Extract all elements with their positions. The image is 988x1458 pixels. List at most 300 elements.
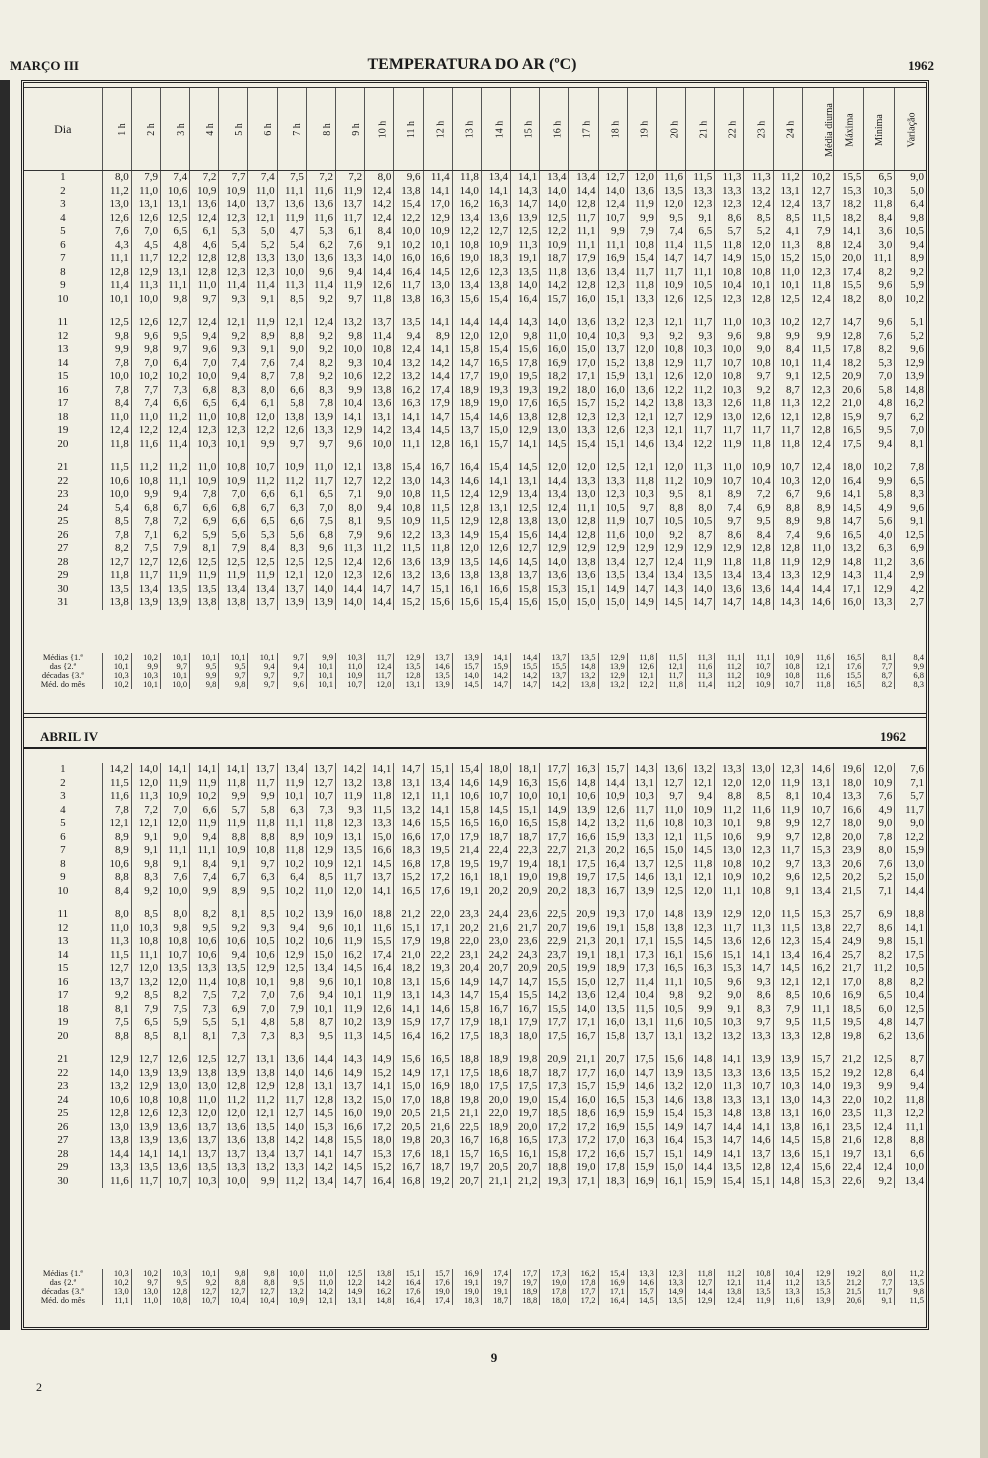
value-cell: 10,0	[190, 370, 219, 384]
day-cell: 27	[57, 1134, 69, 1147]
value-cell: 10,3	[627, 488, 656, 502]
value-cell: 13,6	[744, 583, 773, 597]
value-cell: 14,4	[686, 1161, 715, 1175]
value-cell: 14,7	[481, 976, 510, 990]
value-cell: 14,0	[802, 1080, 833, 1094]
value-cell: 19,3	[481, 384, 510, 398]
average-cell: 12,2	[336, 1278, 365, 1287]
value-cell: 13,3	[598, 475, 627, 489]
value-cell: 17,5	[569, 858, 598, 872]
table-row	[24, 411, 926, 425]
day-cell: 24	[57, 501, 69, 514]
value-cell: 14,3	[627, 763, 656, 777]
table-row	[24, 858, 926, 872]
value-cell: 9,6	[336, 438, 365, 452]
value-cell: 9,6	[715, 330, 744, 344]
value-cell: 19,0	[511, 871, 540, 885]
value-cell: 18,8	[895, 908, 926, 922]
value-cell: 15,4	[394, 461, 423, 475]
value-cell: 12,4	[540, 502, 569, 516]
average-label: das {2.ª	[49, 1277, 76, 1287]
april-header	[24, 729, 926, 749]
value-cell: 12,7	[306, 777, 335, 791]
value-cell: 11,8	[686, 858, 715, 872]
value-cell: 15,3	[802, 1175, 833, 1189]
value-cell: 12,5	[540, 212, 569, 226]
value-cell: 12,8	[102, 266, 131, 280]
value-cell: 19,8	[452, 1094, 481, 1108]
average-cell: 12,7	[219, 1287, 248, 1296]
average-cell: 17,7	[511, 1269, 540, 1278]
value-cell: 12,9	[248, 962, 277, 976]
value-cell: 4,9	[864, 804, 895, 818]
average-cell: 21,2	[833, 1278, 864, 1287]
value-cell: 9,6	[306, 542, 335, 556]
value-cell: 15,7	[481, 438, 510, 452]
value-cell: 5,9	[160, 1016, 189, 1030]
table-row	[24, 556, 926, 570]
value-cell: 13,9	[569, 804, 598, 818]
table-row	[24, 1067, 926, 1081]
value-cell: 12,1	[773, 411, 802, 425]
value-cell: 12,9	[656, 542, 685, 556]
value-cell: 8,3	[219, 384, 248, 398]
value-cell: 7,0	[190, 357, 219, 371]
value-cell: 13,8	[248, 1134, 277, 1148]
value-cell: 12,1	[802, 976, 833, 990]
table-row	[24, 777, 926, 791]
value-cell: 20,7	[598, 1053, 627, 1067]
day-cell: 25	[57, 515, 69, 528]
value-cell: 6,4	[895, 1067, 926, 1081]
value-cell: 6,9	[895, 542, 926, 556]
value-cell: 13,9	[306, 596, 335, 610]
value-cell: 9,7	[248, 858, 277, 872]
value-cell: 13,9	[277, 596, 306, 610]
table-row	[24, 397, 926, 411]
value-cell: 12,3	[336, 569, 365, 583]
value-cell: 8,1	[895, 438, 926, 452]
value-cell: 9,6	[715, 976, 744, 990]
value-cell: 21,2	[833, 1053, 864, 1067]
value-cell: 14,1	[423, 316, 452, 330]
value-cell: 23,1	[452, 949, 481, 963]
value-cell: 11,2	[656, 475, 685, 489]
value-cell: 5,9	[895, 279, 926, 293]
value-cell: 6,5	[190, 397, 219, 411]
value-cell: 13,6	[569, 569, 598, 583]
value-cell: 8,5	[248, 908, 277, 922]
value-cell: 13,2	[102, 1080, 131, 1094]
value-cell: 10,9	[219, 844, 248, 858]
value-cell: 14,6	[744, 1134, 773, 1148]
value-cell: 12,1	[219, 316, 248, 330]
value-cell: 13,6	[306, 252, 335, 266]
value-cell: 12,0	[306, 569, 335, 583]
value-cell: 15,1	[511, 804, 540, 818]
average-cell: 9,5	[190, 662, 219, 671]
average-cell: 10,2	[102, 1278, 131, 1287]
value-cell: 12,4	[598, 198, 627, 212]
value-cell: 8,2	[190, 908, 219, 922]
average-cell: 11,9	[744, 1296, 773, 1305]
value-cell: 8,8	[248, 831, 277, 845]
average-cell: 15,1	[394, 1269, 423, 1278]
value-cell: 12,9	[540, 542, 569, 556]
value-cell: 9,1	[219, 858, 248, 872]
value-cell: 9,8	[802, 515, 833, 529]
value-cell: 14,9	[365, 1053, 394, 1067]
col-stat-3-label: Mínima	[874, 114, 886, 146]
value-cell: 12,9	[656, 357, 685, 371]
value-cell: 7,4	[656, 225, 685, 239]
value-cell: 5,8	[277, 397, 306, 411]
value-cell: 12,4	[336, 556, 365, 570]
value-cell: 7,0	[306, 502, 335, 516]
average-cell: 14,5	[627, 1296, 656, 1305]
value-cell: 6,1	[336, 225, 365, 239]
average-cell: 10,1	[131, 680, 160, 689]
average-cell: 10,3	[131, 671, 160, 680]
value-cell: 9,5	[864, 424, 895, 438]
value-cell: 13,5	[715, 1161, 744, 1175]
value-cell: 16,7	[511, 1003, 540, 1017]
value-cell: 8,1	[219, 908, 248, 922]
value-cell: 11,1	[131, 949, 160, 963]
value-cell: 11,5	[773, 922, 802, 936]
value-cell: 11,7	[686, 424, 715, 438]
value-cell: 13,3	[365, 817, 394, 831]
col-hour-12-label: 12 h	[435, 120, 447, 139]
value-cell: 14,0	[540, 556, 569, 570]
average-cell: 13,5	[569, 653, 598, 662]
col-hour-14	[481, 88, 510, 170]
day-cell: 25	[57, 1107, 69, 1120]
value-cell: 12,3	[190, 424, 219, 438]
day-cell: 29	[57, 569, 69, 582]
value-cell: 12,0	[248, 411, 277, 425]
value-cell: 11,0	[190, 411, 219, 425]
value-cell: 14,9	[686, 1148, 715, 1162]
average-cell: 14,8	[365, 1296, 394, 1305]
value-cell: 10,6	[452, 790, 481, 804]
value-cell: 12,9	[802, 569, 833, 583]
value-cell: 17,2	[569, 1134, 598, 1148]
value-cell: 14,4	[481, 316, 510, 330]
value-cell: 17,5	[833, 438, 864, 452]
value-cell: 14,5	[511, 461, 540, 475]
value-cell: 11,7	[627, 266, 656, 280]
value-cell: 12,0	[131, 962, 160, 976]
value-cell: 19,3	[540, 1175, 569, 1189]
value-cell: 11,9	[627, 198, 656, 212]
value-cell: 18,1	[511, 763, 540, 777]
value-cell: 14,5	[423, 424, 452, 438]
day-cell: 16	[57, 383, 69, 396]
value-cell: 11,3	[511, 239, 540, 253]
value-cell: 10,2	[277, 935, 306, 949]
value-cell: 16,4	[833, 475, 864, 489]
value-cell: 20,2	[833, 871, 864, 885]
value-cell: 10,2	[773, 316, 802, 330]
value-cell: 8,4	[773, 343, 802, 357]
value-cell: 20,5	[394, 1121, 423, 1135]
value-cell: 11,1	[569, 502, 598, 516]
value-cell: 17,2	[423, 871, 452, 885]
value-cell: 17,1	[569, 1016, 598, 1030]
value-cell: 14,0	[569, 1003, 598, 1017]
average-cell: 13,7	[540, 653, 569, 662]
value-cell: 15,2	[598, 397, 627, 411]
value-cell: 11,5	[394, 542, 423, 556]
value-cell: 12,3	[598, 488, 627, 502]
value-cell: 13,3	[336, 252, 365, 266]
col-hour-14-label: 14 h	[493, 120, 505, 139]
average-cell: 9,8	[219, 680, 248, 689]
col-hour-7-label: 7 h	[292, 123, 304, 136]
value-cell: 12,6	[365, 279, 394, 293]
value-cell: 7,8	[306, 397, 335, 411]
value-cell: 17,0	[598, 1134, 627, 1148]
value-cell: 10,3	[131, 922, 160, 936]
value-cell: 7,3	[190, 1003, 219, 1017]
value-cell: 7,8	[102, 804, 131, 818]
value-cell: 13,6	[627, 384, 656, 398]
average-cell: 13,9	[802, 1296, 833, 1305]
average-cell: 13,2	[569, 671, 598, 680]
value-cell: 12,4	[864, 1161, 895, 1175]
value-cell: 10,1	[336, 989, 365, 1003]
table-row	[24, 384, 926, 398]
value-cell: 13,0	[540, 515, 569, 529]
day-cell: 8	[60, 265, 66, 278]
value-cell: 13,3	[102, 1161, 131, 1175]
value-cell: 12,4	[190, 316, 219, 330]
col-hour-16	[540, 88, 569, 170]
value-cell: 9,6	[131, 330, 160, 344]
table-row	[24, 1175, 926, 1189]
value-cell: 15,9	[394, 1016, 423, 1030]
april-year: 1962	[880, 729, 906, 744]
average-cell: 9,7	[277, 653, 306, 662]
col-hour-5	[219, 88, 248, 170]
value-cell: 12,4	[802, 293, 833, 307]
value-cell: 16,0	[336, 1107, 365, 1121]
table-row	[24, 252, 926, 266]
value-cell: 15,6	[656, 1053, 685, 1067]
value-cell: 12,0	[656, 461, 685, 475]
value-cell: 7,0	[864, 370, 895, 384]
value-cell: 8,9	[102, 831, 131, 845]
value-cell: 14,5	[833, 502, 864, 516]
average-cell: 9,7	[219, 671, 248, 680]
value-cell: 15,4	[481, 989, 510, 1003]
value-cell: 13,3	[248, 252, 277, 266]
col-hour-12	[423, 88, 452, 170]
value-cell: 10,8	[715, 370, 744, 384]
value-cell: 10,7	[744, 1080, 773, 1094]
value-cell: 14,0	[131, 763, 160, 777]
value-cell: 7,3	[248, 1030, 277, 1044]
value-cell: 7,5	[190, 989, 219, 1003]
value-cell: 13,4	[656, 569, 685, 583]
value-cell: 14,7	[336, 1148, 365, 1162]
average-cell: 10,4	[773, 1269, 802, 1278]
day-cell: 28	[57, 1147, 69, 1160]
value-cell: 10,1	[540, 790, 569, 804]
value-cell: 13,4	[423, 777, 452, 791]
value-cell: 6,7	[160, 502, 189, 516]
value-cell: 13,6	[715, 935, 744, 949]
value-cell: 13,6	[306, 198, 335, 212]
value-cell: 16,9	[833, 989, 864, 1003]
average-cell: 10,7	[336, 680, 365, 689]
value-cell: 7,9	[160, 542, 189, 556]
table-row	[24, 198, 926, 212]
value-cell: 9,9	[864, 1080, 895, 1094]
value-cell: 13,2	[336, 1094, 365, 1108]
value-cell: 13,6	[744, 1067, 773, 1081]
value-cell: 13,1	[773, 185, 802, 199]
value-cell: 12,3	[773, 935, 802, 949]
value-cell: 12,9	[423, 212, 452, 226]
value-cell: 20,9	[540, 1053, 569, 1067]
value-cell: 11,4	[656, 239, 685, 253]
col-hour-2-label: 2 h	[146, 123, 158, 136]
value-cell: 10,6	[160, 185, 189, 199]
table-row	[24, 343, 926, 357]
table-row	[24, 583, 926, 597]
value-cell: 6,6	[248, 488, 277, 502]
value-cell: 12,4	[802, 438, 833, 452]
value-cell: 7,6	[102, 225, 131, 239]
value-cell: 11,5	[773, 908, 802, 922]
value-cell: 13,3	[715, 185, 744, 199]
value-cell: 11,1	[802, 1003, 833, 1017]
value-cell: 13,6	[540, 569, 569, 583]
value-cell: 18,2	[540, 370, 569, 384]
march-averages-table	[24, 653, 926, 689]
value-cell: 13,1	[365, 411, 394, 425]
col-hour-3	[160, 88, 189, 170]
value-cell: 13,2	[598, 817, 627, 831]
value-cell: 13,4	[131, 583, 160, 597]
value-cell: 9,8	[511, 330, 540, 344]
average-cell: 14,4	[686, 1287, 715, 1296]
value-cell: 16,5	[481, 1148, 510, 1162]
value-cell: 11,6	[365, 922, 394, 936]
value-cell: 10,7	[627, 515, 656, 529]
value-cell: 22,3	[511, 844, 540, 858]
col-stat-1-label: Média diurna	[823, 103, 835, 157]
day-cell: 22	[57, 474, 69, 487]
value-cell: 16,5	[452, 817, 481, 831]
value-cell: 14,1	[131, 1148, 160, 1162]
value-cell: 18,2	[833, 198, 864, 212]
average-cell: 15,5	[511, 662, 540, 671]
value-cell: 19,8	[423, 935, 452, 949]
day-cell: 6	[60, 238, 66, 251]
value-cell: 7,2	[131, 804, 160, 818]
table-row	[24, 1107, 926, 1121]
value-cell: 10,5	[656, 515, 685, 529]
value-cell: 14,7	[715, 1134, 744, 1148]
average-cell: 9,9	[190, 671, 219, 680]
value-cell: 8,2	[864, 343, 895, 357]
value-cell: 9,8	[336, 330, 365, 344]
value-cell: 12,2	[802, 397, 833, 411]
value-cell: 13,2	[394, 370, 423, 384]
value-cell: 8,5	[102, 515, 131, 529]
value-cell: 7,6	[160, 871, 189, 885]
value-cell: 12,8	[219, 1080, 248, 1094]
average-cell: 6,8	[895, 671, 926, 680]
value-cell: 11,2	[131, 461, 160, 475]
value-cell: 4,8	[864, 397, 895, 411]
value-cell: 9,0	[895, 817, 926, 831]
value-cell: 10,6	[102, 858, 131, 872]
value-cell: 13,7	[190, 1121, 219, 1135]
value-cell: 12,9	[511, 424, 540, 438]
day-cell: 4	[60, 803, 66, 816]
value-cell: 10,2	[277, 885, 306, 899]
value-cell: 10,8	[365, 976, 394, 990]
value-cell: 12,0	[744, 239, 773, 253]
value-cell: 12,7	[219, 1053, 248, 1067]
value-cell: 20,4	[452, 962, 481, 976]
value-cell: 14,7	[336, 1175, 365, 1189]
value-cell: 8,5	[773, 212, 802, 226]
average-cell: 10,3	[160, 1269, 189, 1278]
value-cell: 8,9	[802, 502, 833, 516]
value-cell: 15,3	[686, 1107, 715, 1121]
value-cell: 15,9	[627, 1161, 656, 1175]
value-cell: 9,9	[102, 343, 131, 357]
value-cell: 14,1	[895, 922, 926, 936]
value-cell: 13,2	[715, 1030, 744, 1044]
value-cell: 15,4	[540, 1094, 569, 1108]
value-cell: 18,1	[540, 858, 569, 872]
value-cell: 2,7	[895, 596, 926, 610]
value-cell: 12,0	[686, 885, 715, 899]
table-row	[24, 1030, 926, 1044]
value-cell: 5,2	[864, 871, 895, 885]
value-cell: 7,0	[131, 357, 160, 371]
value-cell: 12,9	[131, 1080, 160, 1094]
value-cell: 11,9	[336, 279, 365, 293]
value-cell: 15,4	[394, 198, 423, 212]
value-cell: 11,6	[131, 438, 160, 452]
value-cell: 12,7	[627, 556, 656, 570]
table-row	[24, 293, 926, 307]
value-cell: 4,7	[277, 225, 306, 239]
value-cell: 20,6	[833, 858, 864, 872]
value-cell: 18,8	[365, 908, 394, 922]
value-cell: 11,9	[686, 556, 715, 570]
value-cell: 12,9	[686, 542, 715, 556]
col-hour-22-label: 22 h	[727, 120, 739, 139]
value-cell: 13,1	[394, 989, 423, 1003]
col-hour-13-label: 13 h	[464, 120, 476, 139]
table-row	[24, 438, 926, 452]
value-cell: 8,4	[102, 885, 131, 899]
average-cell: 14,6	[627, 1278, 656, 1287]
value-cell: 9,5	[744, 515, 773, 529]
value-cell: 7,1	[895, 777, 926, 791]
value-cell: 8,8	[656, 502, 685, 516]
value-cell: 17,2	[365, 1121, 394, 1135]
col-hour-11-label: 11 h	[406, 120, 418, 139]
